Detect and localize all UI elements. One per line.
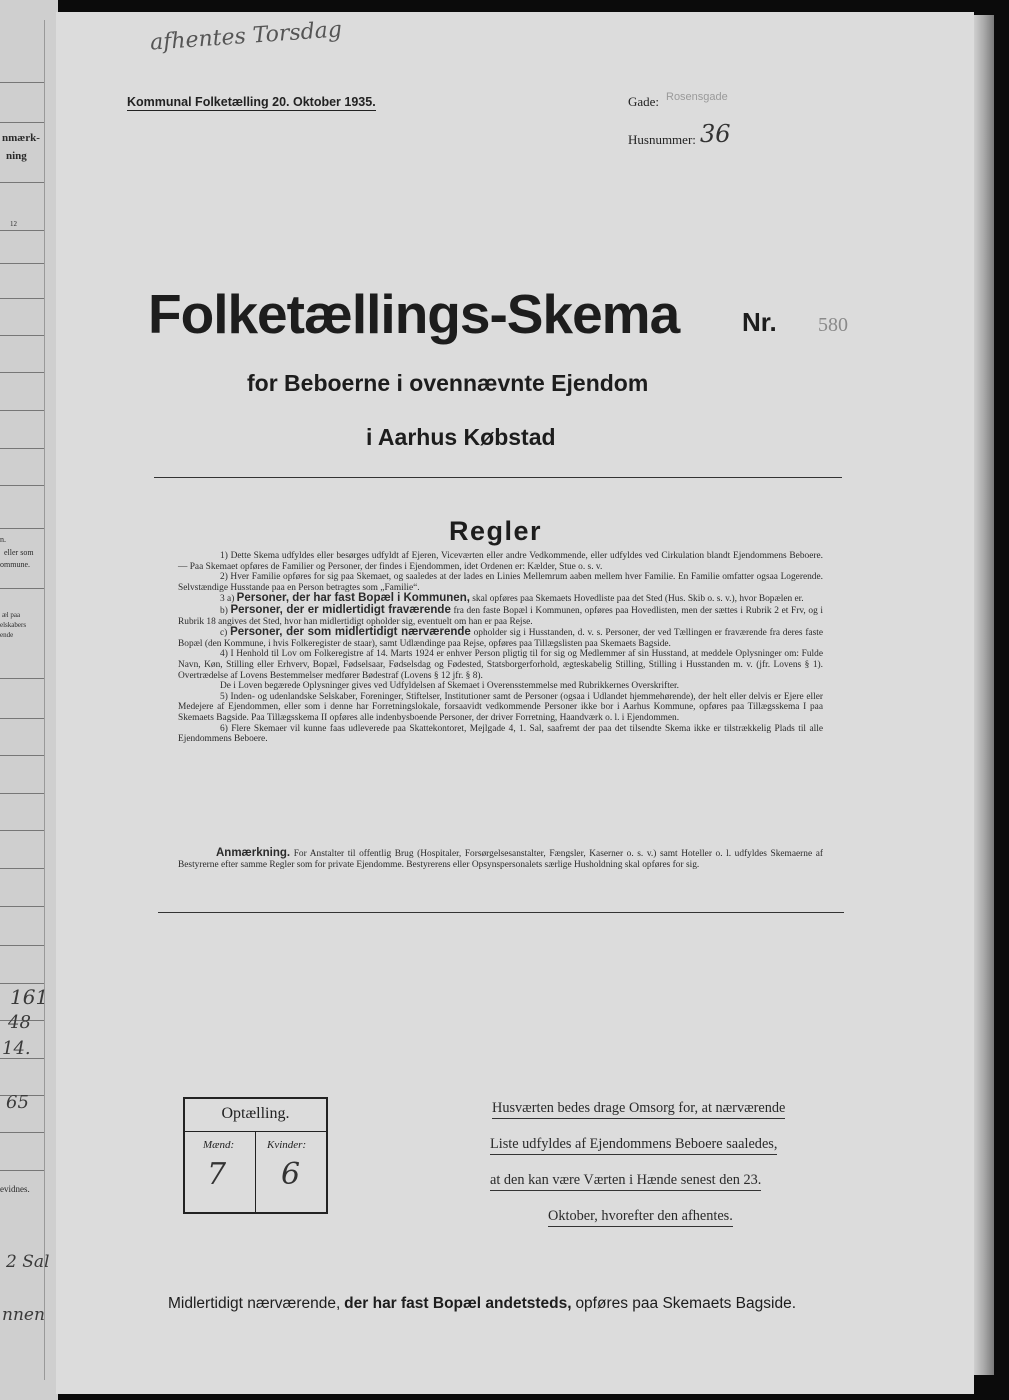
house-number-value: 36 bbox=[700, 120, 731, 148]
rule-2: 2) Hver Familie opføres for sig paa Skemaet, og saaledes at der lades en Linies Mellemrum aaben mellem hver Familie. En Familie omfatter ogsaa Logerende. Selvstændige Husstande paa en Person betragtes som „Familie“. bbox=[178, 572, 823, 593]
street-value-stamp: Rosensgade bbox=[666, 91, 728, 103]
footer-bold: der har fast Bopæl andetsteds, bbox=[344, 1295, 572, 1312]
landlord-note-line: Husværten bedes drage Omsorg for, at nærværende bbox=[492, 1100, 785, 1119]
rule-4b: De i Loven begærede Oplysninger gives ved Udfyldelsen af Skemaet i Overensstemmelse med Rubrikkernes Overskrifter. bbox=[220, 681, 679, 692]
form-number-label: Nr. bbox=[742, 307, 777, 337]
rule-3a: 3 a) Personer, der har fast Bopæl i Kommunen, skal opføres paa Skemaets Hovedliste paa det Sted (Hus. Skib o. s. v.), hvor Bopælen er. bbox=[220, 592, 804, 605]
rule-6: 6) Flere Skemaer vil kunne faas udleverede paa Skattekontoret, Mejlgade 4, 1. Sal, saafremt der paa det tilsendte Skema ikke er tilstrækkelig Plads til alle Ejendommens Beboere. bbox=[178, 723, 823, 745]
landlord-note-line: Oktober, hvorefter den afhentes. bbox=[548, 1208, 733, 1227]
divider-line bbox=[154, 477, 842, 478]
remark-block bbox=[178, 848, 823, 871]
street-label: Gade: bbox=[628, 94, 660, 109]
prev-fragment: evidnes. bbox=[0, 1184, 30, 1194]
prev-fragment: æl paa bbox=[2, 611, 21, 619]
form-title: Folketællings-Skema bbox=[148, 283, 680, 345]
prev-fragment: eller som bbox=[4, 548, 34, 557]
prev-handwriting: 161 bbox=[10, 985, 49, 1009]
prev-handwriting: 2 Sal bbox=[6, 1252, 50, 1272]
rules-text bbox=[178, 551, 823, 745]
women-label: Kvinder: bbox=[267, 1139, 307, 1151]
landlord-note-line: at den kan være Værten i Hænde senest den 23. bbox=[490, 1172, 761, 1191]
footer-note bbox=[168, 1295, 796, 1313]
page-edge bbox=[974, 15, 994, 1375]
remark-label: Anmærkning. bbox=[216, 847, 291, 859]
remark-text: For Anstalter til offentlig Brug (Hospitaler, Forsørgelsesanstalter, Fængsler, Kaserner o. s. v.) samt Hoteller o. l. udfyldes Skemaerne af Bestyrerne efter samme Regler som for private Ejendomme. Bestyrerens eller Opsynspersonalets særlige Husholdning skal opføres for sig. bbox=[178, 849, 824, 870]
prev-fragment: n. bbox=[0, 535, 6, 544]
count-title: Optælling. bbox=[221, 1105, 290, 1122]
count-box bbox=[183, 1097, 328, 1214]
rule-5: 5) Inden- og udenlandske Selskaber, Foreninger, Stiftelser, Institutioner samt de Personer (ogsaa i Udlandet hjemmehørende), der helt eller delvis er Ejere eller Medejere af Ejendommen, eller som i denne har Forretningslokale, forsaavidt vedkommende Personer ikke bor i Aarhus Kommune, opføres paa Tillægsskema I paa Skemaets Bagside. Paa Tillægsskema II opføres alle indenbysboende Personer, der driver Forretning, Haandværk o. l. i Ejendommen. bbox=[178, 691, 823, 723]
prev-fragment: ommune. bbox=[0, 560, 30, 569]
footer-pre: Midlertidigt nærværende, bbox=[168, 1295, 341, 1312]
landlord-note-line: Liste udfyldes af Ejendommens Beboere saaledes, bbox=[490, 1136, 777, 1155]
rule-3c: c) Personer, der som midlertidigt nærværende opholder sig i Husstanden, d. v. s. Personer, der ved Tællingen er fraværende fra deres faste Bopæl (den Kommune, i hvis Folkeregister de staar), samt Udlændinge paa Rejse, opføres paa Tillægslisten paa Skemaets Bagside. bbox=[178, 626, 824, 649]
census-header-title: Kommunal Folketælling 20. Oktober 1935. bbox=[127, 95, 376, 109]
women-count: 6 bbox=[281, 1157, 301, 1192]
prev-fragment: ning bbox=[6, 150, 27, 162]
prev-handwriting: 14. bbox=[2, 1038, 31, 1059]
previous-page-strip bbox=[0, 0, 58, 1400]
house-number-label: Husnummer: bbox=[628, 132, 696, 147]
rule-1: 1) Dette Skema udfyldes eller besørges udfyldt af Ejeren, Viceværten eller andre Vedkommende, eller udfyldes ved Cirkulation blandt Ejendommens Beboere. — Paa Skemaet opføres de Familier og Personer, der findes i Ejendommen, idet Ordenen er: Kælder, Stue o. s. v. bbox=[178, 551, 823, 572]
men-count: 7 bbox=[207, 1157, 227, 1192]
prev-handwriting: 48 bbox=[8, 1012, 31, 1033]
form-location: i Aarhus Købstad bbox=[366, 424, 556, 450]
form-subtitle: for Beboerne i ovennævnte Ejendom bbox=[247, 370, 649, 396]
footer-post: opføres paa Skemaets Bagside. bbox=[575, 1295, 797, 1312]
rule-4: 4) I Henhold til Lov om Folkeregistre af 14. Marts 1924 er enhver Person pligtig til for sig og Medlemmer af sin Husstand, at meddele Oplysninger om: Fulde Navn, Køn, Stilling eller Erhverv, Bopæl, Fødselsaar, Fødselsdag og Fødested, Statsborgerforhold, ægteskabelig Stilling, Stilling i Husstanden m. v. (jfr. Lovens § 1). Overtrædelse af Lovens Bestemmelser medfører Bødestraf (Lovens § 12 jfr. § 8). bbox=[178, 649, 823, 681]
rule-3b: b) Personer, der er midlertidigt fraværende fra den faste Bopæl i Kommunen, opføres paa Hovedlisten, men der sættes i Rubrik 2 et Frv, og i Rubrik 18 angives det Sted, hvor han midlertidigt opholder sig, eventuelt om han er paa Rejse. bbox=[178, 603, 824, 627]
margin-line bbox=[44, 20, 45, 1380]
divider-line bbox=[158, 912, 844, 913]
prev-fragment: ende bbox=[0, 631, 14, 639]
handwritten-pickup-note: afhentes Torsdag bbox=[149, 17, 343, 56]
prev-fragment: 12 bbox=[10, 220, 17, 228]
prev-fragment: elskabers bbox=[0, 621, 27, 629]
prev-handwriting: nnen bbox=[2, 1305, 45, 1325]
rules-heading: Regler bbox=[449, 516, 543, 546]
prev-fragment: nmærk- bbox=[2, 132, 40, 144]
form-number-value: 580 bbox=[818, 314, 848, 336]
men-label: Mænd: bbox=[203, 1139, 235, 1151]
prev-handwriting: 65 bbox=[6, 1092, 29, 1113]
